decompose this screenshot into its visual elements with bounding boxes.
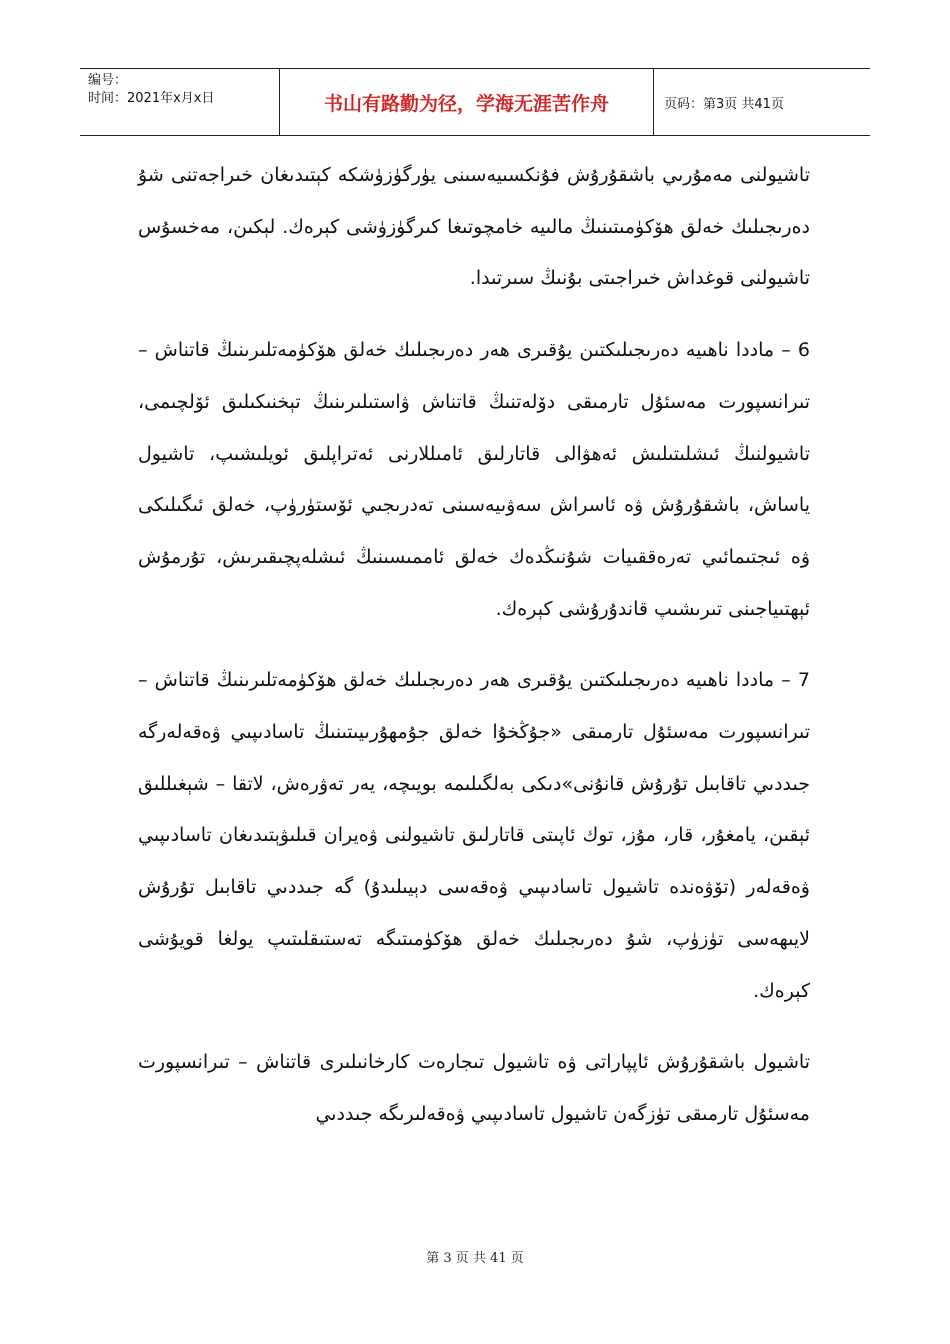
page-footer <box>0 1247 950 1266</box>
header-motto-cell <box>280 69 654 135</box>
document-body <box>138 150 810 1161</box>
page-info: 页码：第3页 共41页 <box>664 96 784 112</box>
time-label: 时间：2021年x月x日 <box>88 91 215 106</box>
paragraph: 7 – ماددا ناھىيە دەرىجىلىكتىن يۇقىرى ھەر دەرىجىلىك خەلق ھۆكۈمەتلىرىنىڭ قاتناش – تىرانسپورت مەسئۇل تارمىقى «جۇڭخۇا خەلق جۇمھۇرىيىتىنىڭ تاسادىپىي ۋەقەلەرگە جىددىي تاقابىل تۇرۇش قانۇنى»دىكى بەلگىلىمە بويىچە، يەر تەۋرەش، لاتقا – شېغىللىق ئېقىن، يامغۇر، قار، مۇز، توك ئاپىتى قاتارلىق تاشيولنى ۋەيران قىلىۋېتىدىغان تاسادىپىي ۋەقەلەر (تۆۋەندە تاشيول تاسادىپىي ۋەقەسى دېيىلىدۇ) گە جىددىي تاقابىل تۇرۇش لايىھەسى تۈزۈپ، شۇ دەرىجىلىك خەلق ھۆكۈمىتىگە تەستىقلىتىپ يولغا قويۇشى كېرەك. <box>138 669 810 1002</box>
footer-page-number: 第 3 页 共 41 页 <box>426 1251 524 1266</box>
paragraph: تاشيولنى مەمۇرىي باشقۇرۇش فۇنكسىيەسىنى يۈرگۈزۈشكە كېتىدىغان خىراجەتنى شۇ دەرىجىلىك خەلق ھۆكۈمىتىنىڭ مالىيە خامچوتىغا كىرگۈزۈشى كېرەك. لېكىن، مەخسۇس تاشيولنى قوغداش خىراجىتى بۇنىڭ سىرتىدا. <box>138 164 810 290</box>
header-meta <box>80 69 280 135</box>
page-header <box>80 68 870 136</box>
paragraph: 6 – ماددا ناھىيە دەرىجىلىكتىن يۇقىرى ھەر دەرىجىلىك خەلق ھۆكۈمەتلىرىنىڭ قاتناش – تىرانسپورت مەسئۇل تارمىقى دۆلەتنىڭ قاتناش ۋاستىلىرىنىڭ تېخنىكىلىق ئۆلچىمى، تاشيولنىڭ ئىشلىتىلىش ئەھۋالى قاتارلىق ئامىللارنى ئەتراپلىق ئويلىشىپ، تاشيول ياساش، باشقۇرۇش ۋە ئاسراش سەۋىيەسىنى تەدرىجىي ئۆستۈرۈپ، خەلق ئىگىلىكى ۋە ئىجتىمائىي تەرەققىيات شۇنىڭدەك خەلق ئاممىسىنىڭ ئىشلەپچىقىرىش، تۇرمۇش ئېھتىياجىنى تىرىشىپ قاندۇرۇشى كېرەك. <box>138 339 810 620</box>
number-label: 编号： <box>88 73 128 88</box>
paragraph: تاشيول باشقۇرۇش ئاپپاراتى ۋە تاشيول تىجارەت كارخانىلىرى قاتناش – تىرانسپورت مەسئۇل تارمىقى تۈزگەن تاشيول تاسادىپىي ۋەقەلىرىگە جىددىي <box>138 1051 810 1125</box>
motto: 书山有路勤为径，学海无涯苦作舟 <box>323 92 609 115</box>
header-page-cell <box>654 69 870 135</box>
